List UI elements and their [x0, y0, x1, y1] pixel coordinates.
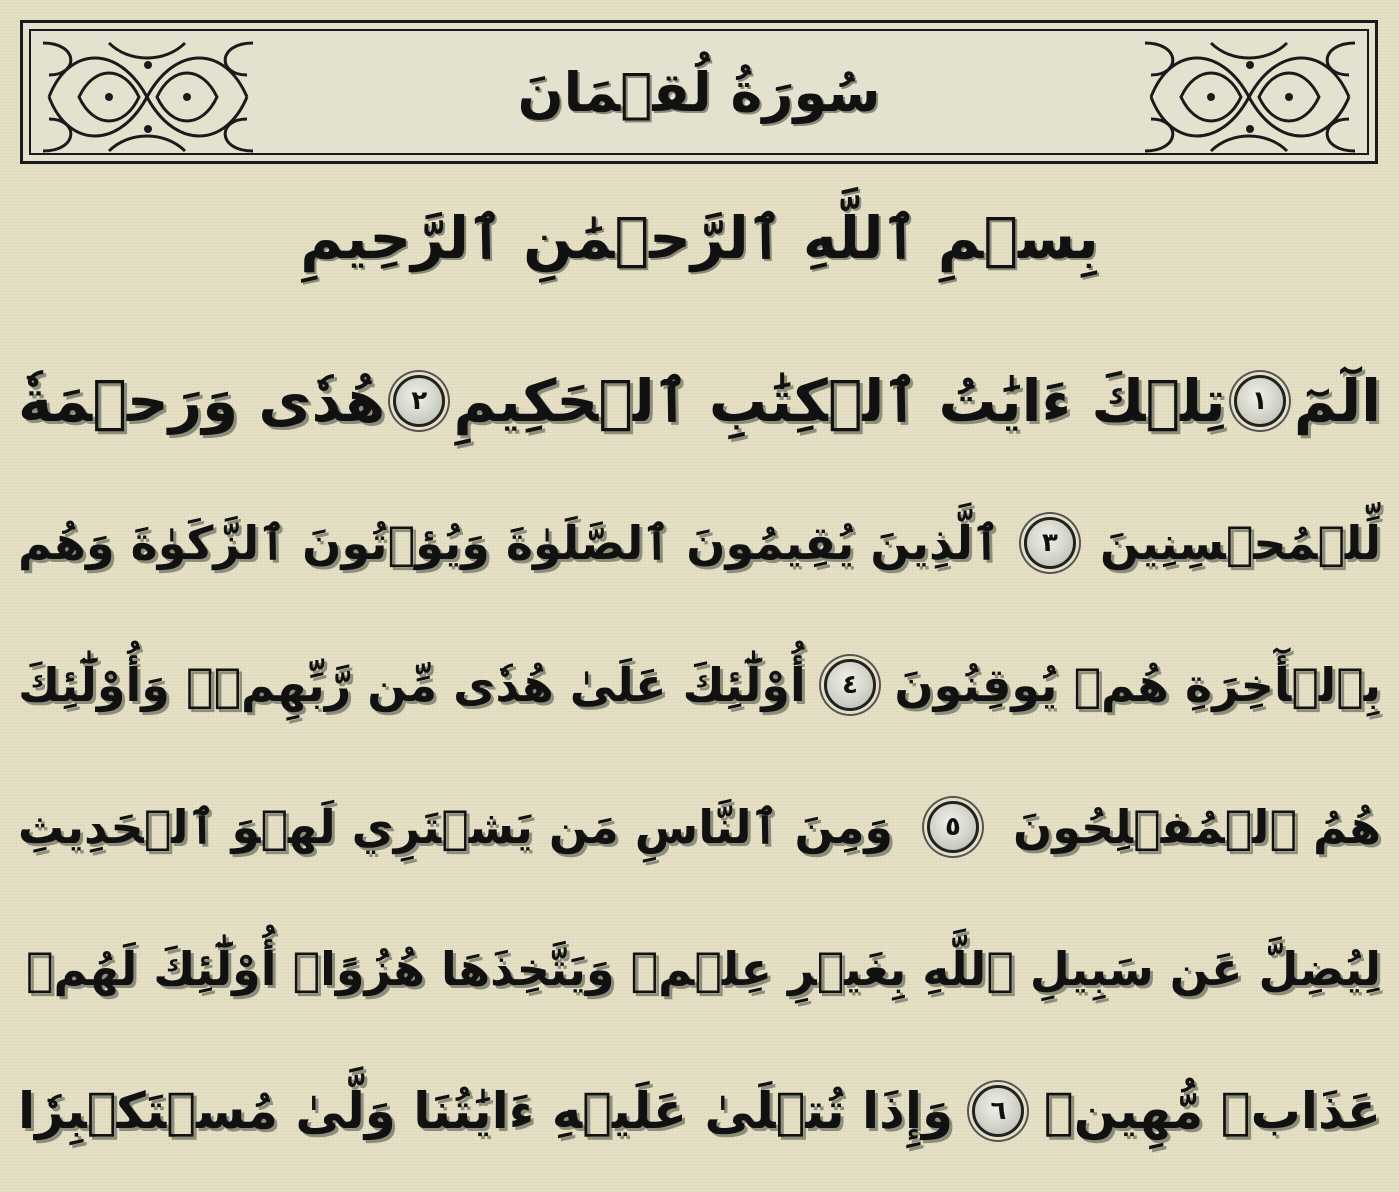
surah-title: سُورَةُ لُقۡمَانَ: [517, 61, 881, 124]
verse-line-4: [18, 756, 1381, 898]
verse-line-2: [18, 472, 1381, 614]
verse-text: بِٱلۡأٓخِرَةِ هُمۡ يُوقِنُونَ: [894, 658, 1381, 712]
verses-block: [18, 330, 1381, 1182]
verse-line-3: [18, 614, 1381, 756]
surah-header-inner-border: [29, 29, 1369, 155]
verse-text: هُدٗى وَرَحۡمَةٗ: [18, 367, 386, 435]
basmala: بِسۡمِ ٱللَّهِ ٱلرَّحۡمَٰنِ ٱلرَّحِيمِ: [300, 204, 1099, 272]
verse-text: وَإِذَا تُتۡلَىٰ عَلَيۡهِ ءَايَٰتُنَا وَلَّىٰ مُسۡتَكۡبِرٗا: [18, 1082, 954, 1140]
ayah-number-marker: ٤: [824, 659, 876, 711]
verse-text: هُمُ ٱلۡمُفۡلِحُونَ: [1012, 800, 1381, 854]
ayah-number-marker: ٦: [972, 1085, 1024, 1137]
verse-text: ٱلَّذِينَ يُقِيمُونَ ٱلصَّلَوٰةَ وَيُؤۡتُونَ ٱلزَّكَوٰةَ وَهُم: [18, 516, 1000, 570]
verse-text: وَمِنَ ٱلنَّاسِ مَن يَشۡتَرِي لَهۡوَ ٱلۡحَدِيثِ: [18, 800, 894, 854]
verse-text: أُوْلَٰٓئِكَ عَلَىٰ هُدٗى مِّن رَّبِّهِمۡۖ وَأُوْلَٰٓئِكَ: [18, 658, 806, 712]
verse-text: لِيُضِلَّ عَن سَبِيلِ ٱللَّهِ بِغَيۡرِ عِلۡمٖ وَيَتَّخِذَهَا هُزُوًاۚ أُوْلَٰٓئِكَ لَهُمۡ: [25, 942, 1381, 996]
surah-header-frame: [20, 20, 1378, 164]
verse-line-5: [18, 898, 1381, 1040]
ayah-number-marker: ٢: [393, 375, 445, 427]
verse-text: عَذَابٞ مُّهِينٞ: [1043, 1082, 1381, 1140]
verse-line-6: [18, 1040, 1381, 1182]
ayah-number-marker: ٣: [1024, 517, 1076, 569]
verse-text: الٓمٓ: [1293, 367, 1381, 435]
verse-line-1: [18, 330, 1381, 472]
verse-text: لِّلۡمُحۡسِنِينَ: [1099, 516, 1381, 570]
verse-text: تِلۡكَ ءَايَٰتُ ٱلۡكِتَٰبِ ٱلۡحَكِيمِ: [453, 367, 1226, 435]
ayah-number-marker: ٥: [927, 801, 979, 853]
ayah-number-marker: ١: [1234, 375, 1286, 427]
